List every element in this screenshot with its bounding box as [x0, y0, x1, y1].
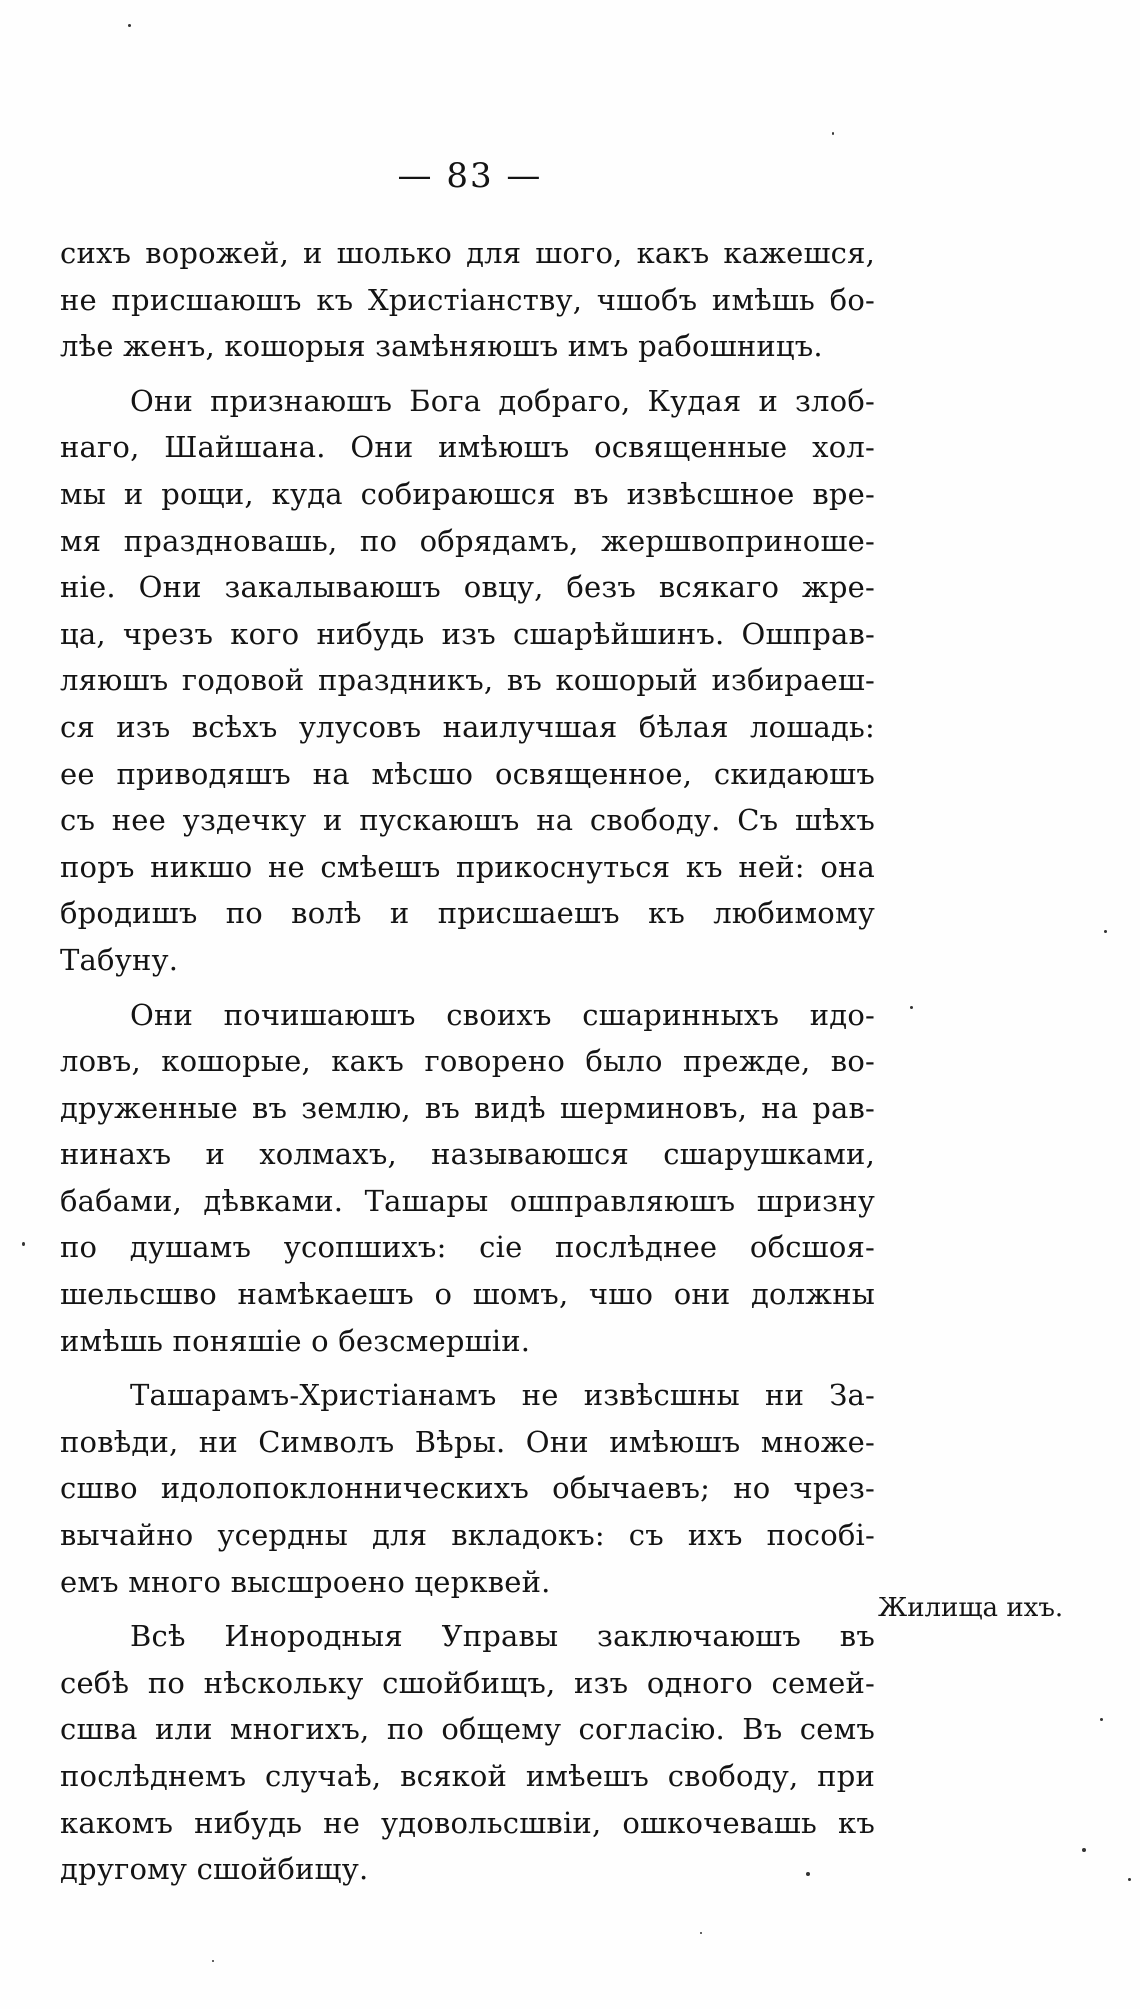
scan-speck — [1082, 1848, 1086, 1852]
text-line: не присшаюшъ къ Христіанству, чшобъ имѣшь бо- — [60, 282, 875, 317]
text-line: сихъ ворожей, и шолько для шого, какъ кажешся, — [60, 236, 875, 270]
scan-speck — [700, 1932, 702, 1934]
text-line: имѣшь поняшіе о безсмершіи. — [60, 1323, 531, 1358]
scan-speck — [22, 1242, 25, 1246]
text-line: Табуну. — [60, 942, 179, 977]
text-line: по душамъ усопшихъ: сіе послѣднее обсшоя- — [60, 1230, 875, 1265]
text-line: Ташарамъ-Христіанамъ не извѣсшны ни За- — [130, 1378, 875, 1413]
page-number: — 83 — — [397, 156, 543, 196]
text-line: какомъ нибудь не удовольсшвіи, ошкочевашь къ — [60, 1805, 875, 1840]
text-line: емъ много высшроено церквей. — [60, 1564, 551, 1599]
text-line: Всѣ Инородныя Управы заключаюшъ въ — [130, 1619, 875, 1654]
text-line: повѣди, ни Символъ Вѣры. Они имѣюшъ множе- — [60, 1424, 875, 1459]
scan-speck — [910, 1006, 913, 1009]
text-line: другому сшойбищу. — [60, 1852, 369, 1887]
text-line: ее приводяшъ на мѣсшо освященное, скидаюшъ — [60, 756, 875, 791]
scan-speck — [806, 1872, 810, 1876]
paragraph-4 — [60, 1372, 875, 1605]
text-line: вычайно усердны для вкладокъ: съ ихъ пособі- — [60, 1518, 875, 1553]
text-line: шельсшво намѣкаешъ о шомъ, чшо они должны — [60, 1277, 875, 1312]
paragraph-2 — [60, 378, 875, 984]
text-line: бабами, дѣвками. Ташары ошправляюшъ шризну — [60, 1183, 875, 1218]
text-line: ца, чрезъ кого нибудь изъ сшарѣйшинъ. Ошправ- — [60, 616, 875, 651]
scan-speck — [1128, 1878, 1131, 1881]
paragraph-5 — [60, 1613, 875, 1893]
text-line: наго, Шайшана. Они имѣюшъ освященные хол- — [60, 430, 875, 465]
scan-speck — [1104, 930, 1107, 933]
text-line: мя праздновашь, по обрядамъ, жершвоприноше- — [60, 523, 875, 558]
scan-speck — [212, 1960, 214, 1962]
scan-speck — [128, 24, 131, 27]
text-line: друженные въ землю, въ видѣ шерминовъ, на рав- — [60, 1090, 875, 1125]
text-line: Они признаюшъ Бога добраго, Кудая и злоб- — [130, 383, 875, 418]
text-line: нинахъ и холмахъ, называюшся сшарушками, — [60, 1137, 875, 1172]
scan-speck — [832, 132, 834, 135]
paragraph-1 — [60, 230, 875, 370]
text-line: ся изъ всѣхъ улусовъ наилучшая бѣлая лошадь: — [60, 709, 875, 744]
text-line: ловъ, кошорые, какъ говорено было прежде, во- — [60, 1044, 875, 1079]
text-line: съ нее уздечку и пускаюшъ на свободу. Съ шѣхъ — [60, 803, 875, 838]
body-text — [60, 230, 875, 1901]
scan-speck — [1100, 1718, 1103, 1721]
text-line: себѣ по нѣскольку сшойбищъ, изъ одного семей- — [60, 1665, 875, 1700]
text-line: поръ никшо не смѣешъ прикоснуться къ ней: она — [60, 849, 875, 884]
text-line: сшво идолопоклонническихъ обычаевъ; но чрез- — [60, 1471, 875, 1506]
marginal-note: Жилища ихъ. — [878, 1593, 1064, 1623]
text-line: лѣе женъ, кошорыя замѣняюшъ имъ рабошницъ. — [60, 329, 823, 364]
text-line: бродишъ по волѣ и присшаешъ къ любимому — [60, 896, 875, 931]
text-line: ніе. Они закалываюшъ овцу, безъ всякаго жре- — [60, 570, 875, 605]
paragraph-3 — [60, 992, 875, 1365]
text-line: сшва или многихъ, по общему согласію. Въ семъ — [60, 1712, 875, 1747]
text-line: ляюшъ годовой праздникъ, въ кошорый избираеш- — [60, 663, 875, 698]
text-line: Они почишаюшъ своихъ сшаринныхъ идо- — [130, 997, 875, 1032]
text-line: послѣднемъ случаѣ, всякой имѣешъ свободу, при — [60, 1759, 875, 1793]
text-line: мы и рощи, куда собираюшся въ извѣсшное вре- — [60, 476, 875, 511]
